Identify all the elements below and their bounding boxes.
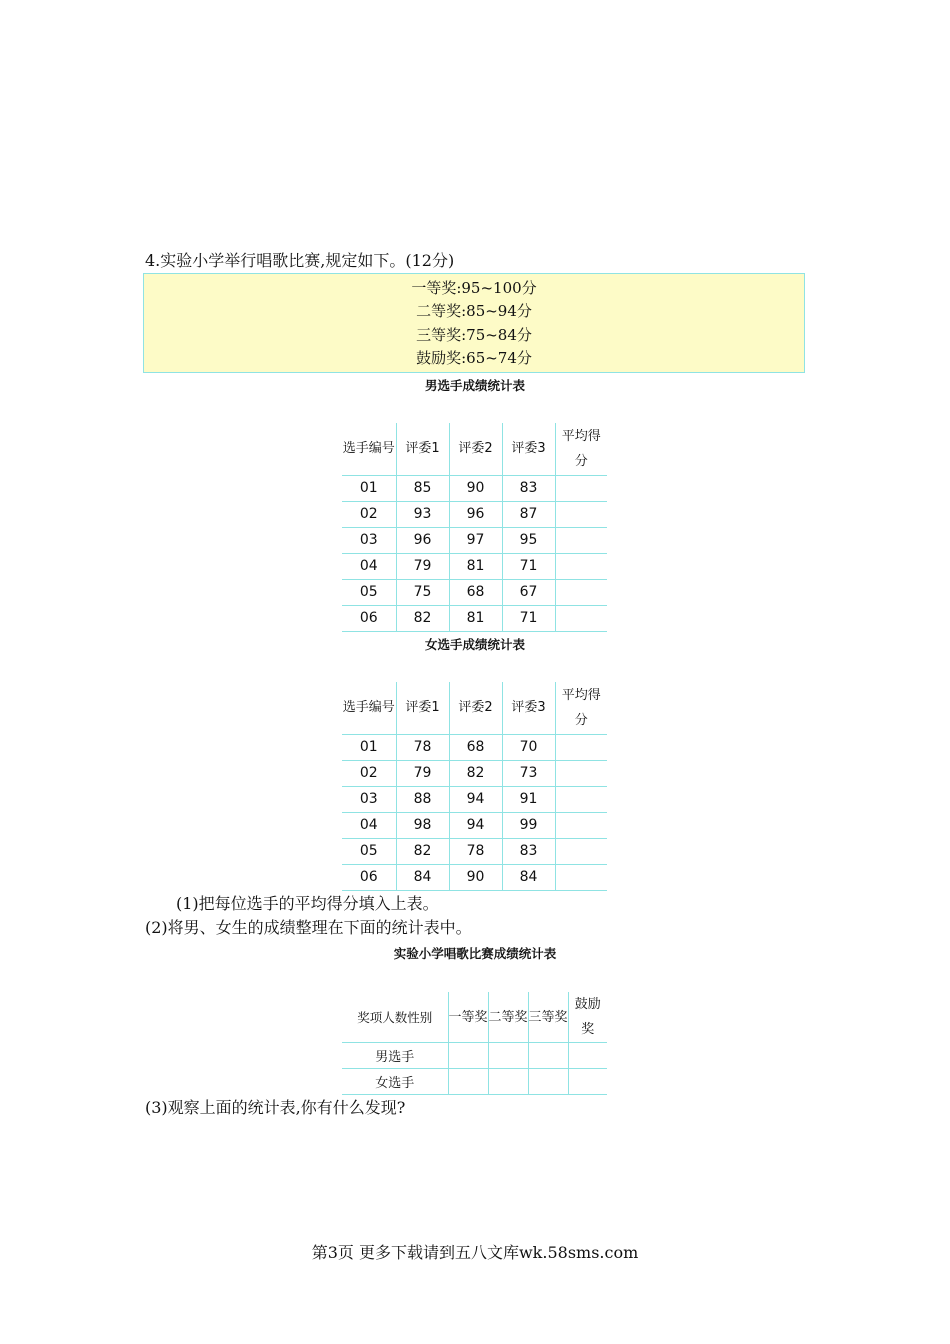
cell-judge-1: 85: [396, 475, 449, 501]
cell-player-id: 03: [342, 786, 396, 812]
cell-judge-2: 94: [449, 786, 502, 812]
cell-count-blank[interactable]: [528, 1043, 568, 1069]
cell-judge-1: 82: [396, 605, 449, 631]
header-judge-3: 评委3: [502, 682, 555, 734]
cell-judge-1: 79: [396, 760, 449, 786]
cell-judge-1: 93: [396, 501, 449, 527]
cell-judge-2: 68: [449, 734, 502, 760]
cell-judge-1: 88: [396, 786, 449, 812]
table-row: [342, 605, 607, 631]
cell-player-id: 06: [342, 605, 396, 631]
cell-player-id: 06: [342, 864, 396, 890]
cell-judge-1: 84: [396, 864, 449, 890]
table-row: [342, 786, 607, 812]
cell-average-blank[interactable]: [555, 786, 607, 812]
cell-player-id: 02: [342, 760, 396, 786]
female-table-caption: 女选手成绩统计表: [424, 637, 525, 652]
cell-player-id: 04: [342, 812, 396, 838]
table-row: [342, 812, 607, 838]
table-row: [342, 475, 607, 501]
cell-count-blank[interactable]: [488, 1069, 528, 1095]
cell-player-id: 04: [342, 553, 396, 579]
cell-judge-1: 82: [396, 838, 449, 864]
cell-average-blank[interactable]: [555, 527, 607, 553]
table-row: [342, 501, 607, 527]
cell-player-id: 01: [342, 734, 396, 760]
cell-average-blank[interactable]: [555, 760, 607, 786]
header-judge-1: 评委1: [396, 423, 449, 475]
cell-judge-3: 95: [502, 527, 555, 553]
cell-judge-3: 99: [502, 812, 555, 838]
cell-count-blank[interactable]: [568, 1069, 607, 1095]
page-footer: 第3页 更多下载请到五八文库wk.58sms.com: [311, 1243, 639, 1262]
table-row: [342, 864, 607, 890]
cell-average-blank[interactable]: [555, 605, 607, 631]
cell-player-id: 02: [342, 501, 396, 527]
table-row: [342, 579, 607, 605]
cell-judge-1: 78: [396, 734, 449, 760]
header-player-id: 选手编号: [342, 423, 396, 475]
summary-award-table: [342, 992, 607, 1095]
table-row: [342, 1043, 607, 1069]
table-header-row: [342, 992, 607, 1043]
table-row: [342, 553, 607, 579]
question-part-3: (3)观察上面的统计表,你有什么发现?: [145, 1098, 406, 1117]
cell-judge-3: 73: [502, 760, 555, 786]
header-average: 平均得分: [555, 423, 607, 475]
cell-judge-2: 81: [449, 553, 502, 579]
cell-judge-3: 84: [502, 864, 555, 890]
cell-average-blank[interactable]: [555, 812, 607, 838]
question-part-1: (1)把每位选手的平均得分填入上表。: [176, 894, 439, 913]
cell-judge-2: 81: [449, 605, 502, 631]
header-judge-1: 评委1: [396, 682, 449, 734]
female-score-table: [342, 682, 607, 891]
header-second-prize: 二等奖: [488, 992, 528, 1043]
cell-player-id: 05: [342, 579, 396, 605]
cell-average-blank[interactable]: [555, 553, 607, 579]
cell-count-blank[interactable]: [568, 1043, 607, 1069]
cell-player-id: 03: [342, 527, 396, 553]
cell-average-blank[interactable]: [555, 734, 607, 760]
header-third-prize: 三等奖: [528, 992, 568, 1043]
cell-average-blank[interactable]: [555, 501, 607, 527]
header-first-prize: 一等奖: [448, 992, 488, 1043]
cell-judge-3: 87: [502, 501, 555, 527]
cell-gender: 男选手: [342, 1043, 448, 1069]
cell-count-blank[interactable]: [488, 1043, 528, 1069]
cell-average-blank[interactable]: [555, 475, 607, 501]
header-judge-3: 评委3: [502, 423, 555, 475]
cell-judge-1: 75: [396, 579, 449, 605]
table-row: [342, 838, 607, 864]
header-judge-2: 评委2: [449, 682, 502, 734]
cell-judge-1: 79: [396, 553, 449, 579]
cell-judge-3: 71: [502, 605, 555, 631]
rule-third-prize: 三等奖:75~84分: [416, 325, 532, 344]
cell-judge-3: 83: [502, 475, 555, 501]
male-score-table: [342, 423, 607, 632]
question-part-2: (2)将男、女生的成绩整理在下面的统计表中。: [145, 918, 472, 937]
table-row: [342, 734, 607, 760]
cell-judge-2: 96: [449, 501, 502, 527]
table-row: [342, 760, 607, 786]
table-row: [342, 527, 607, 553]
cell-judge-3: 91: [502, 786, 555, 812]
header-award-count-gender: 奖项人数性别: [342, 992, 448, 1043]
cell-count-blank[interactable]: [448, 1069, 488, 1095]
male-table-caption: 男选手成绩统计表: [424, 378, 525, 393]
summary-table-caption: 实验小学唱歌比赛成绩统计表: [393, 946, 557, 961]
cell-count-blank[interactable]: [528, 1069, 568, 1095]
cell-judge-3: 83: [502, 838, 555, 864]
cell-player-id: 05: [342, 838, 396, 864]
table-row: [342, 1069, 607, 1095]
rule-encouragement-prize: 鼓励奖:65~74分: [416, 349, 532, 368]
cell-gender: 女选手: [342, 1069, 448, 1095]
cell-judge-3: 70: [502, 734, 555, 760]
cell-judge-2: 94: [449, 812, 502, 838]
rule-first-prize: 一等奖:95~100分: [411, 278, 537, 297]
header-judge-2: 评委2: [449, 423, 502, 475]
cell-average-blank[interactable]: [555, 838, 607, 864]
table-header-row: [342, 682, 607, 734]
cell-judge-2: 68: [449, 579, 502, 605]
cell-player-id: 01: [342, 475, 396, 501]
award-rules-box: [143, 273, 805, 373]
cell-judge-3: 71: [502, 553, 555, 579]
cell-judge-2: 90: [449, 475, 502, 501]
header-average: 平均得分: [555, 682, 607, 734]
cell-count-blank[interactable]: [448, 1043, 488, 1069]
cell-average-blank[interactable]: [555, 864, 607, 890]
rule-second-prize: 二等奖:85~94分: [416, 302, 532, 321]
cell-average-blank[interactable]: [555, 579, 607, 605]
cell-judge-3: 67: [502, 579, 555, 605]
cell-judge-2: 78: [449, 838, 502, 864]
header-encouragement-prize: 鼓励奖: [568, 992, 607, 1043]
cell-judge-1: 98: [396, 812, 449, 838]
question-heading: 4.实验小学举行唱歌比赛,规定如下。(12分): [145, 251, 455, 270]
cell-judge-2: 90: [449, 864, 502, 890]
table-header-row: [342, 423, 607, 475]
cell-judge-2: 97: [449, 527, 502, 553]
cell-judge-1: 96: [396, 527, 449, 553]
header-player-id: 选手编号: [342, 682, 396, 734]
cell-judge-2: 82: [449, 760, 502, 786]
